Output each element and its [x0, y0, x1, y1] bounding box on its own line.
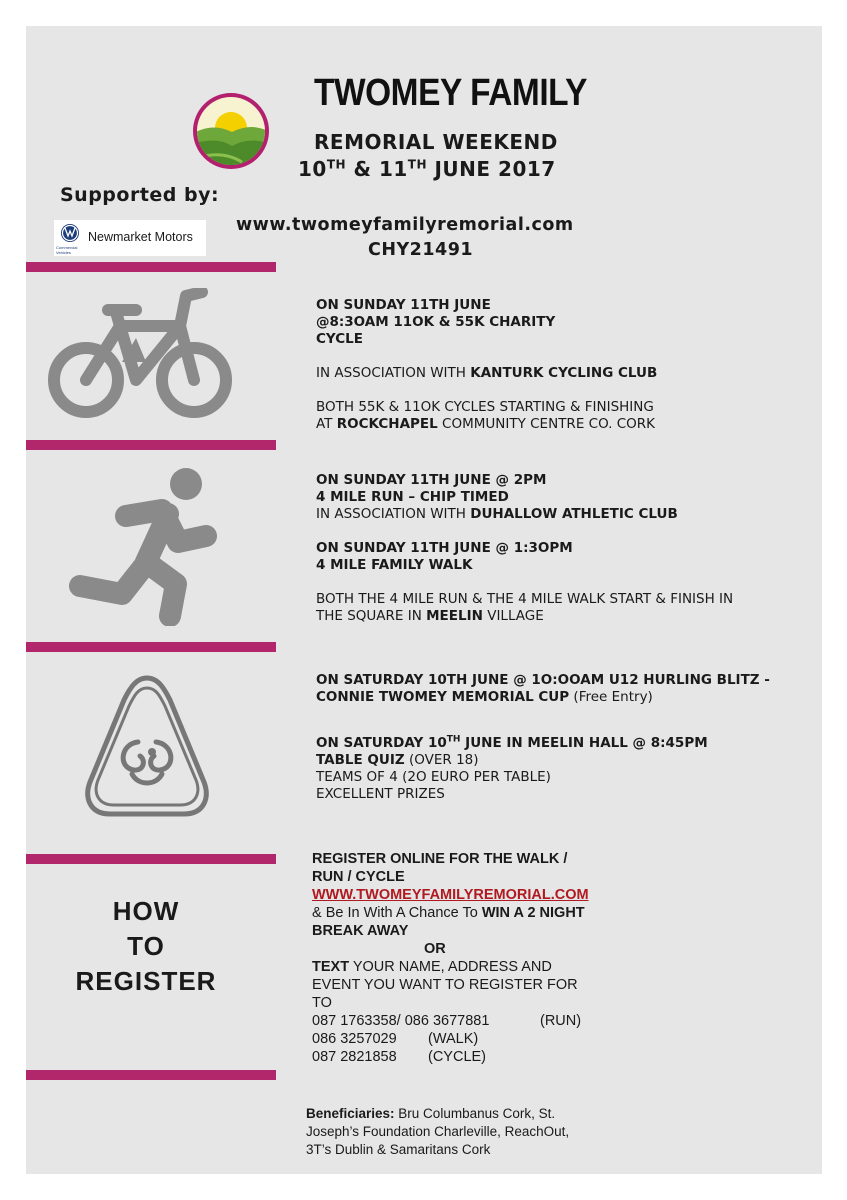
register-line-1: REGISTER ONLINE FOR THE WALK /	[312, 851, 568, 867]
quiz-line-2: TABLE QUIZ (OVER 18)	[316, 751, 479, 768]
hurling-line-2: CONNIE TWOMEY MEMORIAL CUP (Free Entry)	[316, 689, 653, 705]
divider-bar-3	[26, 642, 276, 652]
divider-bar-4	[26, 854, 276, 864]
page-title: TWOMEY FAMILY	[314, 72, 587, 114]
website-text: www.twomeyfamilyremorial.com	[236, 215, 574, 235]
text-line-3: TO	[312, 995, 332, 1011]
vw-logo-icon	[60, 223, 80, 243]
beneficiaries-text: Beneficiaries: Bru Columbanus Cork, St. Joseph’s Foundation Charleville, ReachOut, 3T’s Dublin & Samaritans Cork	[306, 1106, 570, 1157]
charity-number: CHY21491	[368, 240, 474, 260]
sponsor-small-text: Commercial Vehicles	[56, 245, 78, 255]
run-association: IN ASSOCIATION WITH DUHALLOW ATHLETIC CLUB	[316, 506, 678, 522]
cycle-line-1: ON SUNDAY 11TH JUNE	[316, 297, 491, 313]
walk-line-1: ON SUNDAY 11TH JUNE @ 1:3OPM	[316, 540, 573, 556]
quiz-line-3: TEAMS OF 4 (2O EURO PER TABLE)	[316, 768, 551, 785]
register-details	[312, 850, 589, 1066]
sponsor-logo	[54, 220, 206, 256]
quiz-details	[316, 731, 708, 803]
text-line-2: EVENT YOU WANT TO REGISTER FOR	[312, 977, 578, 993]
register-or: OR	[424, 941, 446, 957]
register-line-4: & Be In With A Chance To WIN A 2 NIGHT	[312, 905, 585, 921]
quiz-line-1: ON SATURDAY 10TH JUNE IN MEELIN HALL @ 8:45PM	[316, 734, 708, 751]
poster	[26, 26, 822, 1174]
runner-icon	[66, 466, 226, 626]
phone-walk: 086 3257029 (WALK)	[312, 1031, 479, 1047]
sponsor-name: Newmarket Motors	[88, 230, 193, 244]
divider-bar-1	[26, 262, 276, 272]
text-line-1: TEXT YOUR NAME, ADDRESS AND	[312, 959, 552, 975]
run-details	[316, 472, 733, 625]
gaa-crest-icon	[80, 672, 214, 822]
register-line-5: BREAK AWAY	[312, 923, 409, 939]
cycle-line-3: CYCLE	[316, 331, 363, 347]
cycle-both-1: BOTH 55K & 11OK CYCLES STARTING & FINISHING	[316, 399, 654, 415]
sunrise-logo-icon	[192, 92, 270, 170]
bicycle-icon	[44, 288, 236, 422]
divider-bar-2	[26, 440, 276, 450]
run-line-1: ON SUNDAY 11TH JUNE @ 2PM	[316, 472, 547, 488]
run-both-2: THE SQUARE IN MEELIN VILLAGE	[316, 608, 544, 624]
cycle-details	[316, 297, 657, 433]
how-to-register-heading: HOW TO REGISTER	[75, 896, 217, 996]
hurling-details	[316, 672, 770, 706]
run-both-1: BOTH THE 4 MILE RUN & THE 4 MILE WALK START & FINISH IN	[316, 591, 734, 607]
event-subtitle: REMORIAL WEEKEND	[314, 130, 558, 154]
event-dates: 10TH & 11TH JUNE 2017	[298, 157, 556, 181]
phone-run: 087 1763358/ 086 3677881 (RUN)	[312, 1013, 582, 1029]
register-url-link[interactable]: WWW.TWOMEYFAMILYREMORIAL.COM	[312, 887, 589, 903]
cycle-line-2: @8:3OAM 11OK & 55K CHARITY	[316, 314, 556, 330]
cycle-both-2: AT ROCKCHAPEL COMMUNITY CENTRE CO. CORK	[316, 416, 656, 432]
cycle-association: IN ASSOCIATION WITH KANTURK CYCLING CLUB	[316, 365, 658, 381]
walk-line-2: 4 MILE FAMILY WALK	[316, 557, 473, 573]
divider-bar-5	[26, 1070, 276, 1080]
supported-by-label: Supported by:	[60, 184, 220, 206]
phone-cycle: 087 2821858 (CYCLE)	[312, 1049, 487, 1065]
hurling-line-1: ON SATURDAY 10TH JUNE @ 1O:OOAM U12 HURLING BLITZ -	[316, 672, 770, 688]
run-line-2: 4 MILE RUN – CHIP TIMED	[316, 489, 509, 505]
register-line-2: RUN / CYCLE	[312, 869, 405, 885]
quiz-line-4: EXCELLENT PRIZES	[316, 785, 445, 802]
